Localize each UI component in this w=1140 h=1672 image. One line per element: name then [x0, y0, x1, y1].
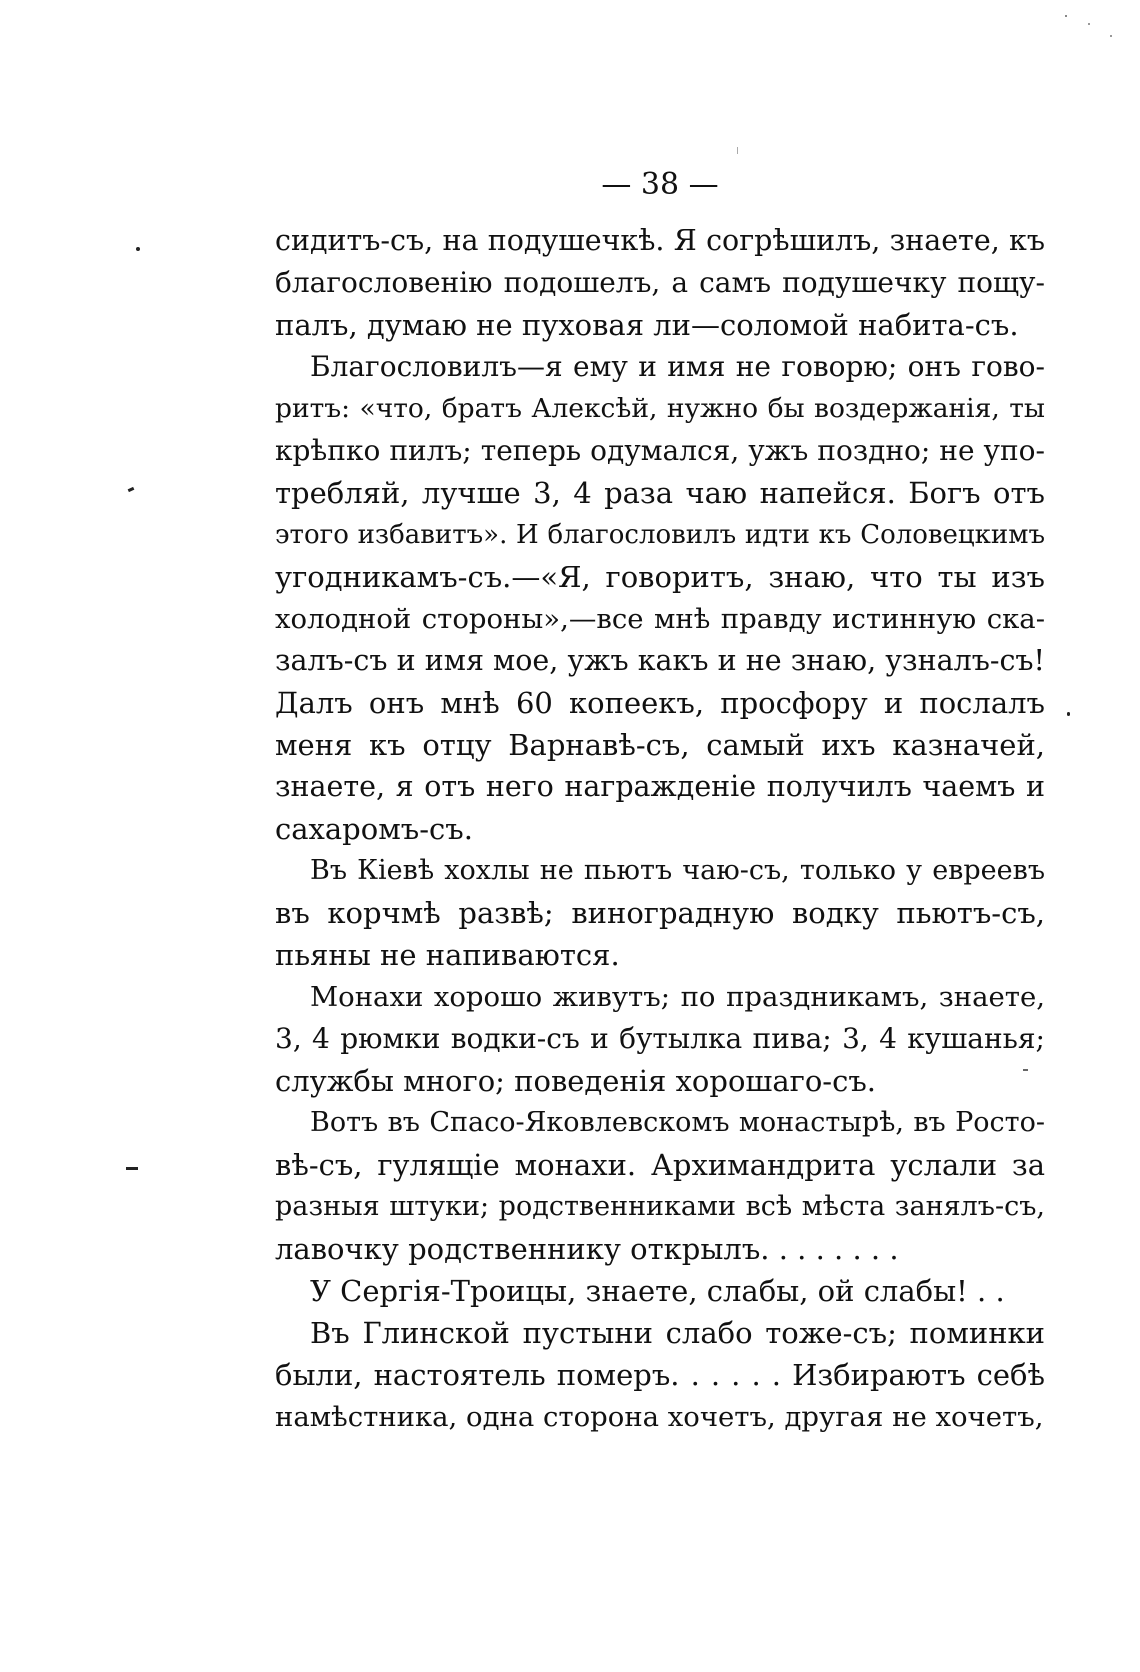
- text-line: Вотъ въ Спасо-Яковлевскомъ монастырѣ, въ Росто-: [310, 1107, 1045, 1138]
- paper-speck: [1023, 1069, 1028, 1071]
- paragraph: [275, 346, 1045, 850]
- paragraph: [275, 1102, 1045, 1270]
- text-line: угодникамъ-съ.—«Я, говоритъ, знаю, что ты изъ: [275, 560, 1045, 594]
- paper-speck: [737, 147, 738, 154]
- page-number: — 38 —: [601, 167, 719, 202]
- text-line: сидитъ-съ, на подушечкѣ. Я согрѣшилъ, знаете, къ: [275, 224, 1045, 257]
- text-line: Монахи хорошо живутъ; по праздникамъ, знаете,: [310, 981, 1045, 1013]
- text-line: намѣстника, одна сторона хочетъ, другая не хочетъ,: [275, 1401, 1044, 1433]
- paper-speck: [1088, 23, 1090, 25]
- text-line: пьяны не напиваются.: [275, 938, 620, 972]
- text-line: У Сергія-Троицы, знаете, слабы, ой слабы! . .: [310, 1274, 1005, 1308]
- text-line: 3, 4 рюмки водки-съ и бутылка пива; 3, 4 кушанья;: [275, 1022, 1045, 1055]
- text-line: этого избавитъ». И благословилъ идти къ Соловецкимъ: [275, 520, 1045, 550]
- paper-speck: [1110, 35, 1112, 37]
- text-line: крѣпко пилъ; теперь одумался, ужъ поздно; не упо-: [275, 434, 1045, 467]
- text-line: въ корчмѣ развѣ; виноградную водку пьютъ-съ,: [275, 896, 1045, 930]
- text-line: сахаромъ-съ.: [275, 812, 473, 846]
- text-line: ритъ: «что, братъ Алексѣй, нужно бы воздержанія, ты: [275, 393, 1045, 424]
- margin-speck: [126, 1167, 138, 1170]
- margin-speck: [128, 487, 135, 492]
- margin-speck: [136, 247, 140, 251]
- text-line: Въ Глинской пустыни слабо тоже-съ; поминки: [310, 1316, 1045, 1350]
- text-line: разныя штуки; родственниками всѣ мѣста занялъ-съ,: [275, 1191, 1045, 1222]
- margin-speck: [1067, 712, 1070, 716]
- paragraph: [275, 976, 1045, 1102]
- text-line: вѣ-съ, гулящіе монахи. Архимандрита услали за: [275, 1148, 1045, 1182]
- text-line: службы много; поведенія хорошаго-съ.: [275, 1064, 877, 1098]
- text-line: залъ-съ и имя мое, ужъ какъ и не знаю, узналъ-съ!: [275, 644, 1045, 677]
- paper-speck: [1065, 15, 1067, 17]
- text-line: благословенію подошелъ, а самъ подушечку пощу-: [275, 266, 1045, 299]
- text-line: Благословилъ—я ему и имя не говорю; онъ гово-: [310, 350, 1045, 383]
- text-line: Далъ онъ мнѣ 60 копеекъ, просфору и послалъ: [275, 686, 1045, 720]
- text-line: требляй, лучше 3, 4 раза чаю напейся. Богъ отъ: [275, 476, 1045, 510]
- paragraph: [275, 220, 1045, 346]
- text-line: были, настоятель померъ. . . . . . Избираютъ себѣ: [275, 1358, 1045, 1392]
- text-line: меня къ отцу Варнавѣ-съ, самый ихъ казначей,: [275, 728, 1045, 762]
- paragraph: [275, 850, 1045, 976]
- text-line: знаете, я отъ него награжденіе получилъ чаемъ и: [275, 770, 1045, 803]
- text-line: палъ, думаю не пуховая ли—соломой набита-съ.: [275, 308, 1019, 342]
- paragraph: [275, 1270, 1045, 1312]
- text-line: Въ Кіевѣ хохлы не пьютъ чаю-съ, только у евреевъ: [310, 855, 1045, 886]
- paragraph: [275, 1312, 1045, 1438]
- text-line: холодной стороны»,—все мнѣ правду истинную ска-: [275, 603, 1045, 635]
- body-text: [275, 220, 1045, 1438]
- text-line: лавочку родственнику открылъ. . . . . . . .: [275, 1232, 899, 1266]
